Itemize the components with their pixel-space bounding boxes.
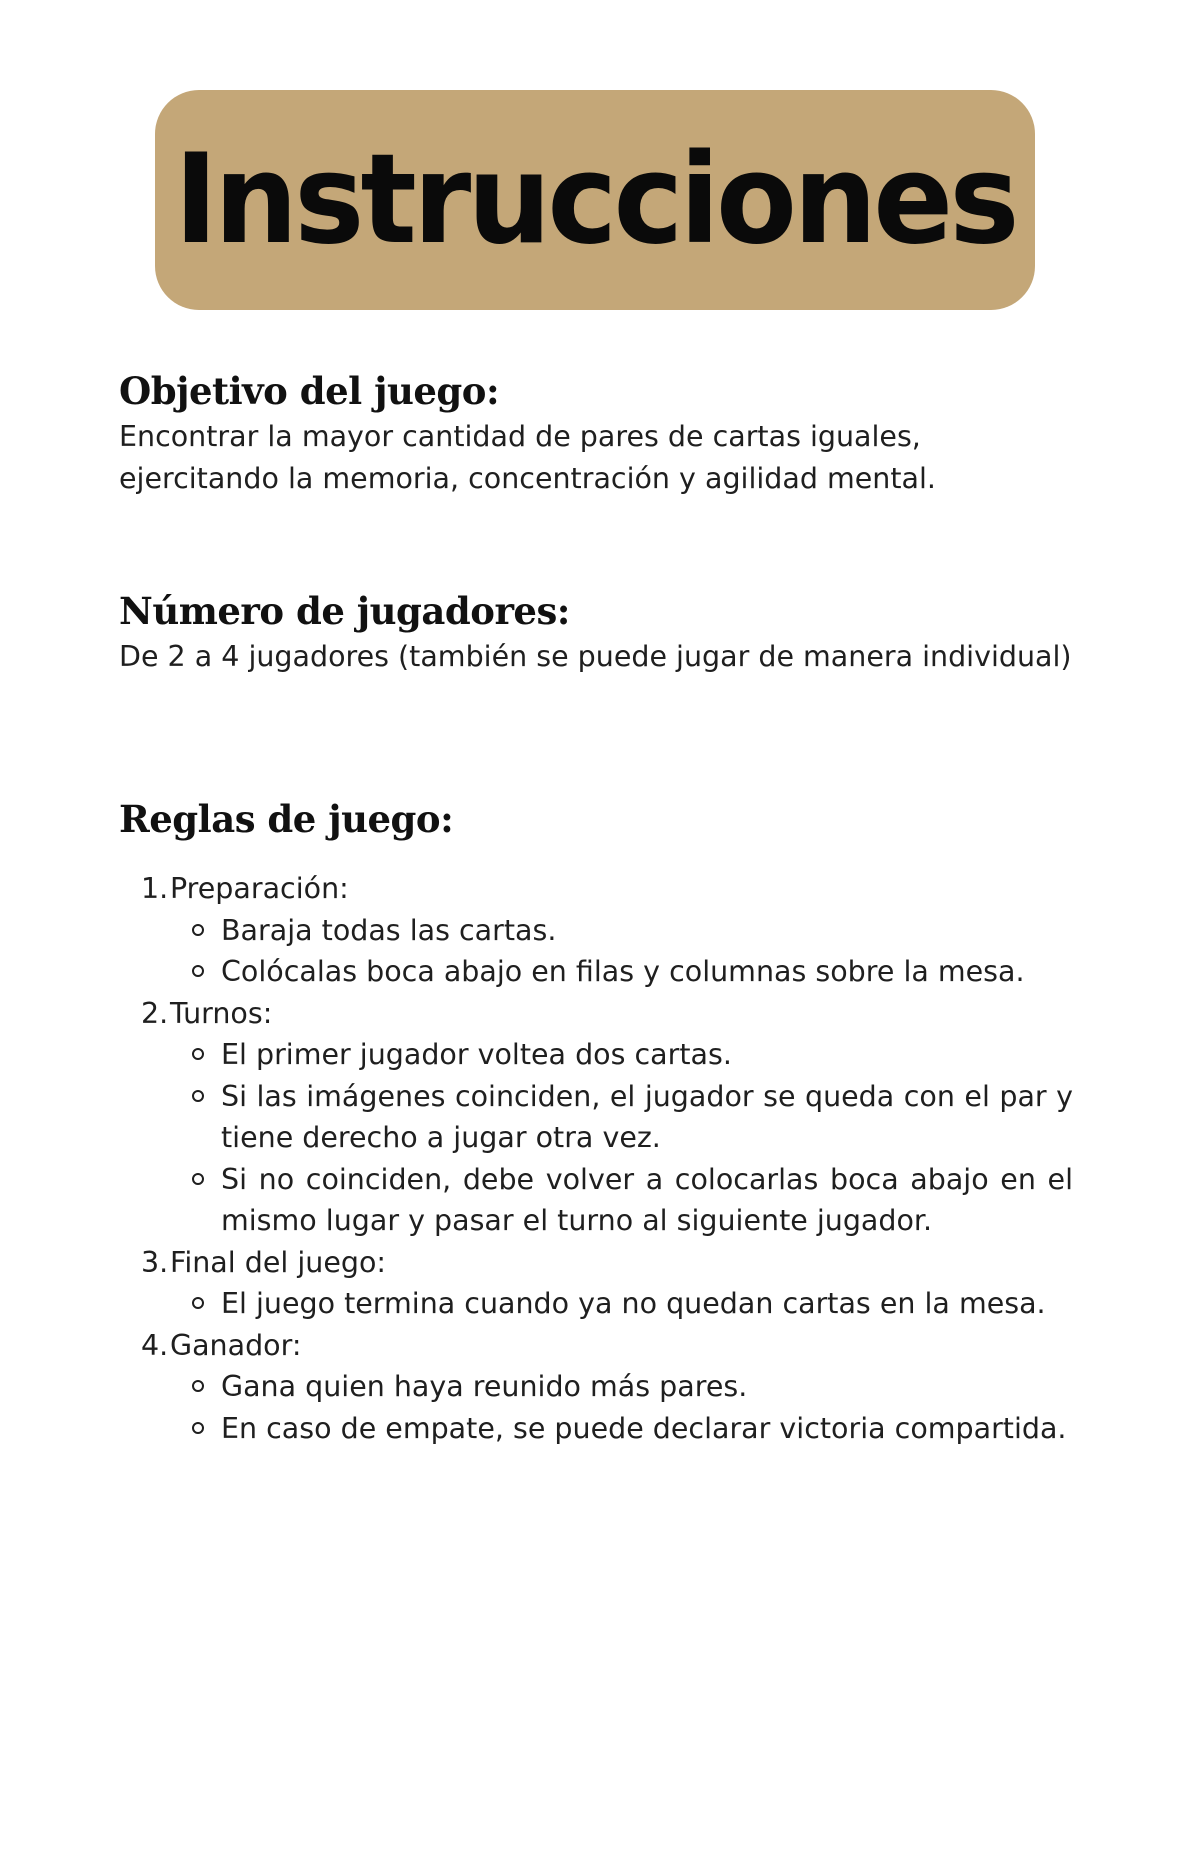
section-jugadores: [119, 588, 1073, 678]
sub-item: [221, 1283, 1073, 1325]
section-heading-objetivo: Objetivo del juego:: [119, 369, 500, 413]
section-objetivo: [119, 368, 1073, 500]
sub-list: [170, 1034, 1073, 1242]
rule-number: 2.: [141, 996, 169, 1030]
rule-label: Turnos:: [170, 996, 273, 1030]
circle-bullet-icon: [192, 1090, 204, 1102]
rule-number: 4.: [141, 1328, 169, 1362]
circle-bullet-icon: [192, 1048, 204, 1060]
circle-bullet-icon: [192, 924, 204, 936]
section-text-objetivo: Encontrar la mayor cantidad de pares de cartas iguales, ejercitando la memoria, concentración y agilidad mental.: [119, 420, 936, 495]
rule-number: 3.: [141, 1245, 169, 1279]
rule-label: Final del juego:: [170, 1245, 386, 1279]
page-title: Instrucciones: [174, 128, 1016, 272]
sub-item: [221, 1159, 1073, 1242]
rule-item-ganador: [119, 1325, 1073, 1450]
sub-list: [170, 1283, 1073, 1325]
title-banner: [155, 90, 1035, 310]
sub-item-text: Gana quien haya reunido más pares.: [221, 1370, 748, 1403]
rule-item-final: [119, 1242, 1073, 1325]
sub-item-text: Si las imágenes coinciden, el jugador se queda con el par y tiene derecho a jugar otra vez.: [221, 1079, 1073, 1154]
rule-label: Preparación:: [170, 872, 349, 905]
sub-item-text: Baraja todas las cartas.: [221, 913, 557, 947]
sub-item-text: Si no coinciden, debe volver a colocarlas boca abajo en el mismo lugar y pasar el turno al siguiente jugador.: [221, 1162, 1073, 1237]
sub-item: [221, 1408, 1073, 1450]
section-reglas: [119, 796, 1073, 1449]
rule-item-preparacion: [119, 868, 1073, 993]
sub-item: [221, 1076, 1073, 1159]
sub-item: [221, 1366, 1073, 1408]
circle-bullet-icon: [192, 965, 204, 977]
circle-bullet-icon: [192, 1173, 204, 1185]
rule-number: 1.: [141, 872, 169, 905]
rule-item-turnos: [119, 993, 1073, 1242]
sub-item-text: El primer jugador voltea dos cartas.: [221, 1038, 732, 1071]
sub-item: [221, 1034, 1073, 1076]
sub-item: [221, 951, 1073, 993]
sub-item-text: Colócalas boca abajo en filas y columnas sobre la mesa.: [221, 955, 1025, 988]
rule-label: Ganador:: [170, 1328, 302, 1362]
rules-list: [119, 868, 1073, 1449]
sub-list: [170, 1366, 1073, 1449]
circle-bullet-icon: [192, 1422, 204, 1434]
circle-bullet-icon: [192, 1297, 204, 1309]
section-heading-jugadores: Número de jugadores:: [119, 589, 570, 633]
sub-item-text: El juego termina cuando ya no quedan cartas en la mesa.: [221, 1287, 1046, 1320]
sub-item: [221, 910, 1073, 952]
section-heading-reglas: Reglas de juego:: [119, 797, 454, 841]
sub-item-text: En caso de empate, se puede declarar victoria compartida.: [221, 1411, 1067, 1445]
circle-bullet-icon: [192, 1380, 204, 1392]
sub-list: [170, 910, 1073, 993]
section-text-jugadores: De 2 a 4 jugadores (también se puede jugar de manera individual): [119, 640, 1072, 673]
